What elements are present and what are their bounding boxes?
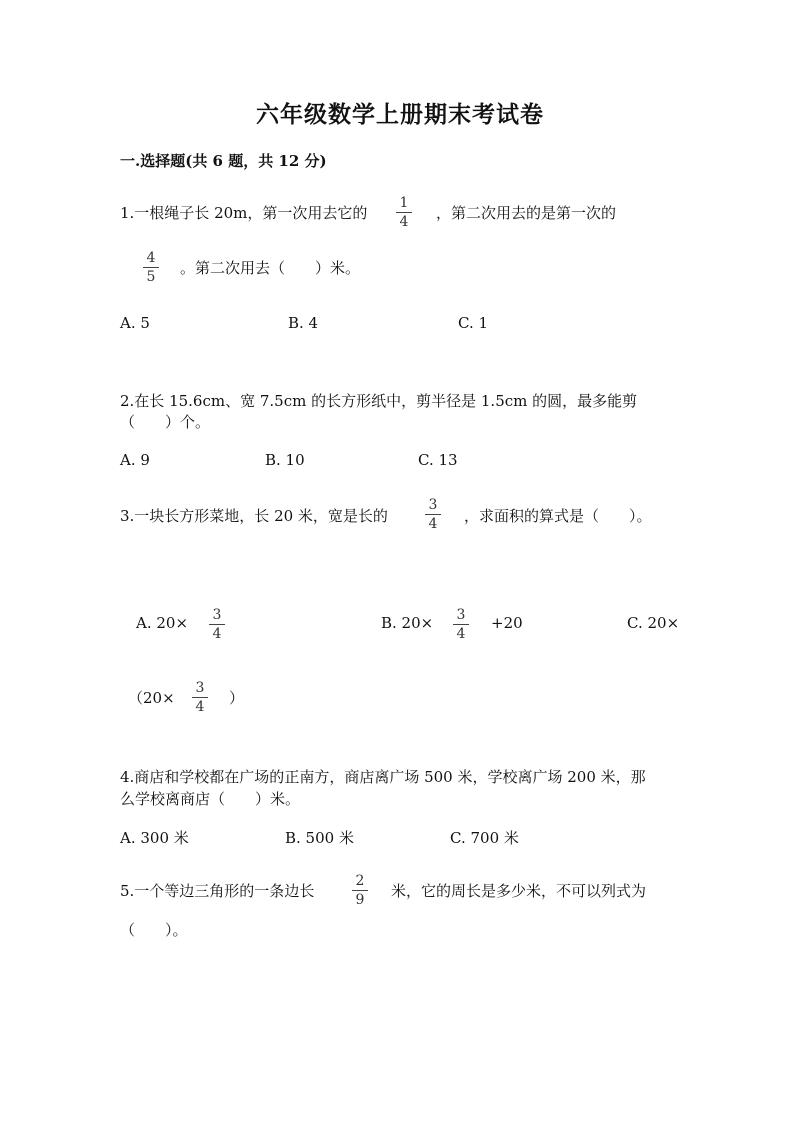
q4-text-line2: 么学校离商店（ ）米。 [120, 790, 301, 808]
q2-option-b[interactable]: B. 10 [265, 451, 305, 469]
q3-option-a[interactable] [136, 614, 188, 632]
q5-text-part1: 5.一个等边三角形的一条边长 [120, 882, 315, 900]
q2-text-line2: （ ）个。 [120, 413, 211, 431]
q1-text-part3: 。第二次用去（ ）米。 [180, 259, 361, 277]
q5-text-part2: 米，它的周长是多少米，不可以列式为 [391, 882, 647, 900]
q1-frac1-denominator: 4 [399, 214, 409, 230]
q3-option-b-tail: +20 [491, 614, 523, 632]
q1-option-a[interactable]: A. 5 [120, 314, 150, 332]
q1-text-part1: 1.一根绳子长 20m，第一次用去它的 [120, 204, 368, 222]
q2-text-line1: 2.在长 15.6cm、宽 7.5cm 的长方形纸中，剪半径是 1.5cm 的圆，最多能剪 [120, 392, 638, 410]
q3-option-c-fraction [190, 680, 210, 715]
fraction-bar [352, 890, 368, 891]
q2-option-a[interactable]: A. 9 [120, 451, 150, 469]
q1-fraction-2 [141, 250, 161, 285]
q3-frac-numerator: 3 [428, 497, 438, 513]
q3-optC-numerator: 3 [195, 680, 205, 696]
q3-option-a-fraction [207, 607, 227, 642]
q5-frac-numerator: 2 [355, 873, 365, 889]
q3-optC-denominator: 4 [195, 699, 205, 715]
fraction-bar [425, 514, 441, 515]
fraction-bar [143, 267, 159, 268]
q3-frac-denominator: 4 [428, 516, 438, 532]
q5-frac-denominator: 9 [355, 892, 365, 908]
q1-text-part2: ，第二次用去的是第一次的 [436, 204, 617, 222]
q4-text-line1: 4.商店和学校都在广场的正南方，商店离广场 500 米，学校离广场 200 米，那 [120, 768, 646, 786]
q3-option-c-continued: （20× [128, 689, 175, 707]
q1-frac2-numerator: 4 [146, 250, 156, 266]
q4-option-b[interactable]: B. 500 米 [285, 829, 354, 847]
q3-option-c-tail: ） [229, 689, 245, 707]
q3-fraction [423, 497, 443, 532]
fraction-bar [209, 624, 225, 625]
q3-option-b[interactable] [381, 614, 433, 632]
q4-option-c[interactable]: C. 700 米 [450, 829, 519, 847]
q3-text-part1: 3.一块长方形菜地，长 20 米，宽是长的 [120, 507, 388, 525]
q1-frac1-numerator: 1 [399, 195, 409, 211]
q3-text-part2: ，求面积的算式是（ ）。 [464, 507, 652, 525]
q1-option-c[interactable]: C. 1 [458, 314, 489, 332]
q3-optB-denominator: 4 [456, 626, 466, 642]
q3-optA-denominator: 4 [212, 626, 222, 642]
fraction-bar [396, 212, 412, 213]
q3-option-c[interactable]: C. 20× [627, 614, 680, 632]
q3-optB-numerator: 3 [456, 607, 466, 623]
section-heading: 一.选择题(共 6 题，共 12 分) [120, 152, 327, 170]
q3-option-b-label: B. 20× [381, 614, 434, 632]
q1-option-b[interactable]: B. 4 [288, 314, 319, 332]
q3-optA-numerator: 3 [212, 607, 222, 623]
q2-option-c[interactable]: C. 13 [418, 451, 458, 469]
fraction-bar [192, 697, 208, 698]
fraction-bar [453, 624, 469, 625]
q5-text-line2: （ ）。 [120, 921, 188, 939]
page-title: 六年级数学上册期末考试卷 [256, 101, 544, 128]
q3-option-a-label: A. 20× [136, 614, 189, 632]
q3-option-b-fraction [451, 607, 471, 642]
q1-frac2-denominator: 5 [146, 269, 156, 285]
q1-fraction-1 [394, 195, 414, 230]
q4-option-a[interactable]: A. 300 米 [120, 829, 189, 847]
q5-fraction [350, 873, 370, 908]
